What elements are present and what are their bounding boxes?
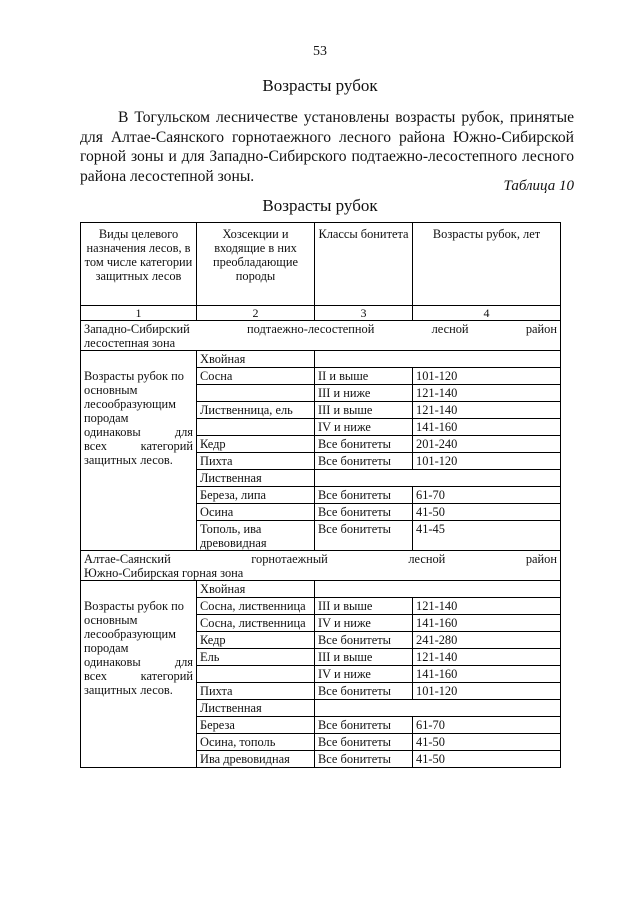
site-class-cell: Все бонитеты bbox=[315, 632, 413, 649]
site-class-cell: Все бонитеты bbox=[315, 504, 413, 521]
species-cell bbox=[197, 666, 315, 683]
header-sections: Хозсекции и входящие в них преобладающие породы bbox=[197, 223, 315, 306]
page-number: 53 bbox=[313, 44, 327, 59]
age-cell: 121-140 bbox=[413, 385, 561, 402]
zone-title bbox=[81, 321, 561, 351]
purpose-cell bbox=[81, 368, 197, 551]
site-class-cell: Все бонитеты bbox=[315, 717, 413, 734]
purpose-line: защитных лесов. bbox=[84, 682, 173, 697]
age-cell: 141-160 bbox=[413, 666, 561, 683]
site-class-cell: II и выше bbox=[315, 368, 413, 385]
species-cell: Пихта bbox=[197, 683, 315, 700]
site-class-cell: Все бонитеты bbox=[315, 521, 413, 551]
site-class-cell: III и ниже bbox=[315, 385, 413, 402]
column-numbers-row bbox=[81, 306, 561, 321]
site-class-cell: Все бонитеты bbox=[315, 436, 413, 453]
species-cell: Ель bbox=[197, 649, 315, 666]
section-cell: Лиственная bbox=[197, 470, 315, 487]
site-class-cell: IV и ниже bbox=[315, 615, 413, 632]
species-cell: Сосна, лиственница bbox=[197, 598, 315, 615]
intro-paragraph bbox=[80, 108, 574, 186]
intro-text: В Тогульском лесничестве установлены возрасты рубок, принятые для Алтае-Саянского горнотаежного лесного района Южно-Сибирской горной зоны и для Западно-Сибирского подтаежно-лесостепного лесного района лесостепной зоны. bbox=[80, 109, 574, 185]
zone-subtitle: лесостепная зона bbox=[84, 336, 176, 350]
site-class-cell: Все бонитеты bbox=[315, 751, 413, 768]
species-cell: Лиственница, ель bbox=[197, 402, 315, 419]
purpose-word: всех bbox=[84, 668, 107, 683]
age-cell: 41-45 bbox=[413, 521, 561, 551]
species-cell: Береза, липа bbox=[197, 487, 315, 504]
blank-cell bbox=[81, 581, 197, 598]
age-cell: 41-50 bbox=[413, 734, 561, 751]
age-cell: 121-140 bbox=[413, 598, 561, 615]
section-cell: Хвойная bbox=[197, 351, 315, 368]
zone-row bbox=[81, 551, 561, 581]
purpose-word: одинаковы bbox=[84, 654, 141, 669]
zone-word: горнотаежный bbox=[251, 552, 328, 566]
species-cell: Тополь, ива древовидная bbox=[197, 521, 315, 551]
table-title: Возрасты рубок bbox=[262, 196, 378, 215]
page-title: Возрасты рубок bbox=[262, 76, 378, 95]
species-cell: Осина bbox=[197, 504, 315, 521]
blank-cell bbox=[315, 470, 561, 487]
age-cell: 141-160 bbox=[413, 419, 561, 436]
age-cell: 41-50 bbox=[413, 504, 561, 521]
purpose-line: основным bbox=[84, 382, 138, 397]
blank-cell bbox=[315, 351, 561, 368]
site-class-cell: III и выше bbox=[315, 402, 413, 419]
age-cell: 41-50 bbox=[413, 751, 561, 768]
purpose-line: защитных лесов. bbox=[84, 452, 173, 467]
purpose-line: Возрасты рубок по bbox=[84, 368, 184, 383]
purpose-line: породам bbox=[84, 640, 129, 655]
purpose-word: всех bbox=[84, 438, 107, 453]
purpose-line: основным bbox=[84, 612, 138, 627]
column-number: 2 bbox=[197, 306, 315, 321]
zone-subtitle: Южно-Сибирская горная зона bbox=[84, 566, 244, 580]
header-cutting-age: Возрасты рубок, лет bbox=[413, 223, 561, 306]
site-class-cell: Все бонитеты bbox=[315, 683, 413, 700]
table-row bbox=[81, 368, 561, 385]
table-header-row bbox=[81, 223, 561, 306]
species-cell bbox=[197, 385, 315, 402]
purpose-line: лесообразующим bbox=[84, 626, 176, 641]
purpose-line: породам bbox=[84, 410, 129, 425]
age-cell: 201-240 bbox=[413, 436, 561, 453]
species-cell: Кедр bbox=[197, 436, 315, 453]
species-cell: Береза bbox=[197, 717, 315, 734]
table-row bbox=[81, 351, 561, 368]
zone-word: район bbox=[525, 552, 557, 566]
zone-word: лесной bbox=[408, 552, 446, 566]
age-cell: 141-160 bbox=[413, 615, 561, 632]
zone-title bbox=[81, 551, 561, 581]
header-site-class: Классы бонитета bbox=[315, 223, 413, 306]
age-cell: 101-120 bbox=[413, 453, 561, 470]
species-cell: Ива древовидная bbox=[197, 751, 315, 768]
age-cell: 241-280 bbox=[413, 632, 561, 649]
species-cell bbox=[197, 419, 315, 436]
table-label: Таблица 10 bbox=[503, 178, 574, 194]
species-cell: Сосна bbox=[197, 368, 315, 385]
site-class-cell: III и выше bbox=[315, 649, 413, 666]
purpose-word: категорий bbox=[140, 438, 193, 453]
blank-cell bbox=[315, 700, 561, 717]
species-cell: Сосна, лиственница bbox=[197, 615, 315, 632]
site-class-cell: III и выше bbox=[315, 598, 413, 615]
zone-word: Алтае-Саянский bbox=[84, 552, 171, 566]
age-cell: 61-70 bbox=[413, 487, 561, 504]
cutting-age-table bbox=[80, 222, 561, 768]
section-cell: Лиственная bbox=[197, 700, 315, 717]
age-cell: 61-70 bbox=[413, 717, 561, 734]
species-cell: Пихта bbox=[197, 453, 315, 470]
header-purpose: Виды целевого назначения лесов, в том числе категории защитных лесов bbox=[81, 223, 197, 306]
site-class-cell: IV и ниже bbox=[315, 666, 413, 683]
site-class-cell: Все бонитеты bbox=[315, 453, 413, 470]
purpose-line: Возрасты рубок по bbox=[84, 598, 184, 613]
blank-cell bbox=[315, 581, 561, 598]
age-cell: 101-120 bbox=[413, 683, 561, 700]
zone-word: лесной bbox=[431, 322, 469, 336]
blank-cell bbox=[81, 351, 197, 368]
species-cell: Кедр bbox=[197, 632, 315, 649]
section-cell: Хвойная bbox=[197, 581, 315, 598]
site-class-cell: Все бонитеты bbox=[315, 734, 413, 751]
column-number: 1 bbox=[81, 306, 197, 321]
purpose-word: одинаковы bbox=[84, 424, 141, 439]
species-cell: Осина, тополь bbox=[197, 734, 315, 751]
zone-row bbox=[81, 321, 561, 351]
age-cell: 121-140 bbox=[413, 402, 561, 419]
purpose-word: для bbox=[174, 424, 193, 439]
table-row bbox=[81, 581, 561, 598]
zone-word: Западно-Сибирский bbox=[84, 322, 190, 336]
site-class-cell: IV и ниже bbox=[315, 419, 413, 436]
purpose-word: для bbox=[174, 654, 193, 669]
purpose-cell bbox=[81, 598, 197, 768]
site-class-cell: Все бонитеты bbox=[315, 487, 413, 504]
purpose-word: категорий bbox=[140, 668, 193, 683]
age-cell: 121-140 bbox=[413, 649, 561, 666]
zone-word: подтаежно-лесостепной bbox=[247, 322, 375, 336]
column-number: 4 bbox=[413, 306, 561, 321]
column-number: 3 bbox=[315, 306, 413, 321]
table-row bbox=[81, 598, 561, 615]
purpose-line: лесообразующим bbox=[84, 396, 176, 411]
age-cell: 101-120 bbox=[413, 368, 561, 385]
zone-word: район bbox=[525, 322, 557, 336]
